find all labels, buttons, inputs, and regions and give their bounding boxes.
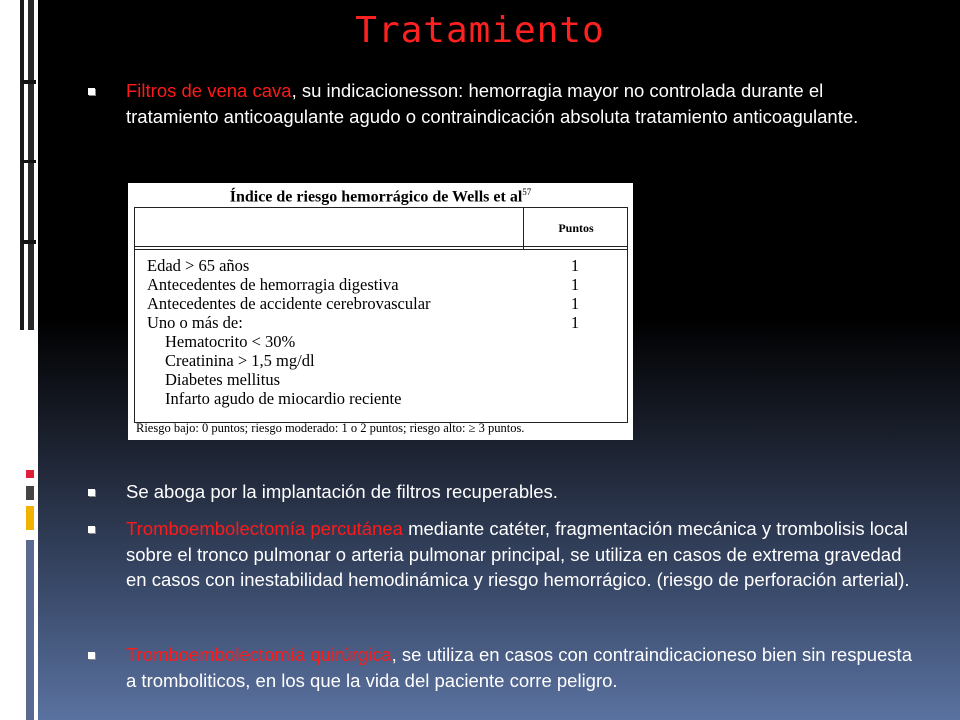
table-row-value: 1 [570,313,580,332]
bullet-body: , su indicacionesson: hemorragia mayor no controlada durante el tratamiento anticoagulante agudo o contraindicación absoluta tratamiento anticoagulante. [126,80,859,127]
highlight-term: Tromboembolectomía percutánea [126,518,403,539]
table-row-label: Antecedentes de accidente cerebrovascular [147,294,431,313]
bullet-marker [88,652,98,662]
table-row-label: Hematocrito < 30% [165,332,296,351]
bullet-text-4 [126,642,926,693]
table-header-rule-2 [135,249,627,250]
table-row-label: Uno o más de: [147,313,243,332]
table-frame [134,207,628,423]
bullet-body: mediante catéter, fragmentación mecánica y trombolisis local sobre el tronco pulmonar o arteria pulmonar principal, se utiliza en casos de extrema gravedad en casos con inestabilidad hemodinámica y riesgo hemorrágico. (riesgo de perforación arterial). [126,518,910,590]
table-title: Índice de riesgo hemorrágico de Wells et $al^{57}$ [229,187,532,206]
bullet-marker [88,88,98,98]
table-row-value: 1 [570,256,580,275]
table-footer: Riesgo bajo: 0 puntos; riesgo moderado: 1 o 2 puntos; riesgo alto: ≥ 3 puntos. [136,421,525,435]
slide-title: Tratamiento [355,10,605,51]
table-row-value: 1 [570,294,580,313]
table-row-label: Diabetes mellitus [165,370,281,389]
bullet-text-2 [126,479,906,505]
table-title-sup: 57 [522,187,532,197]
table-row-label: Creatinina > 1,5 mg/dl [165,351,315,370]
bullet-text-1 [126,78,886,129]
table-header-points: Puntos [558,221,594,235]
table-row-label: Infarto agudo de miocardio reciente [165,389,402,408]
table-row-label: Antecedentes de hemorragia digestiva [147,275,399,294]
table-column-divider [523,208,524,249]
bullet-body: Se aboga por la implantación de filtros recuperables. [126,481,558,502]
table-header-rule [135,246,627,247]
left-decor-bars [0,0,38,720]
wells-bleeding-risk-table [128,183,633,440]
highlight-term: Filtros de vena cava [126,80,292,101]
bullet-marker [88,526,98,536]
bullet-text-3 [126,516,926,593]
bullet-body: , se utiliza en casos con contraindicacioneso bien sin respuesta a tromboliticos, en los que la vida del paciente corre peligro. [126,644,912,691]
table-row-value: 1 [570,275,580,294]
bullet-marker [88,489,98,499]
table-row-label: Edad > 65 años [147,256,250,275]
highlight-term: Tromboembolectomía quirúrgica [126,644,392,665]
